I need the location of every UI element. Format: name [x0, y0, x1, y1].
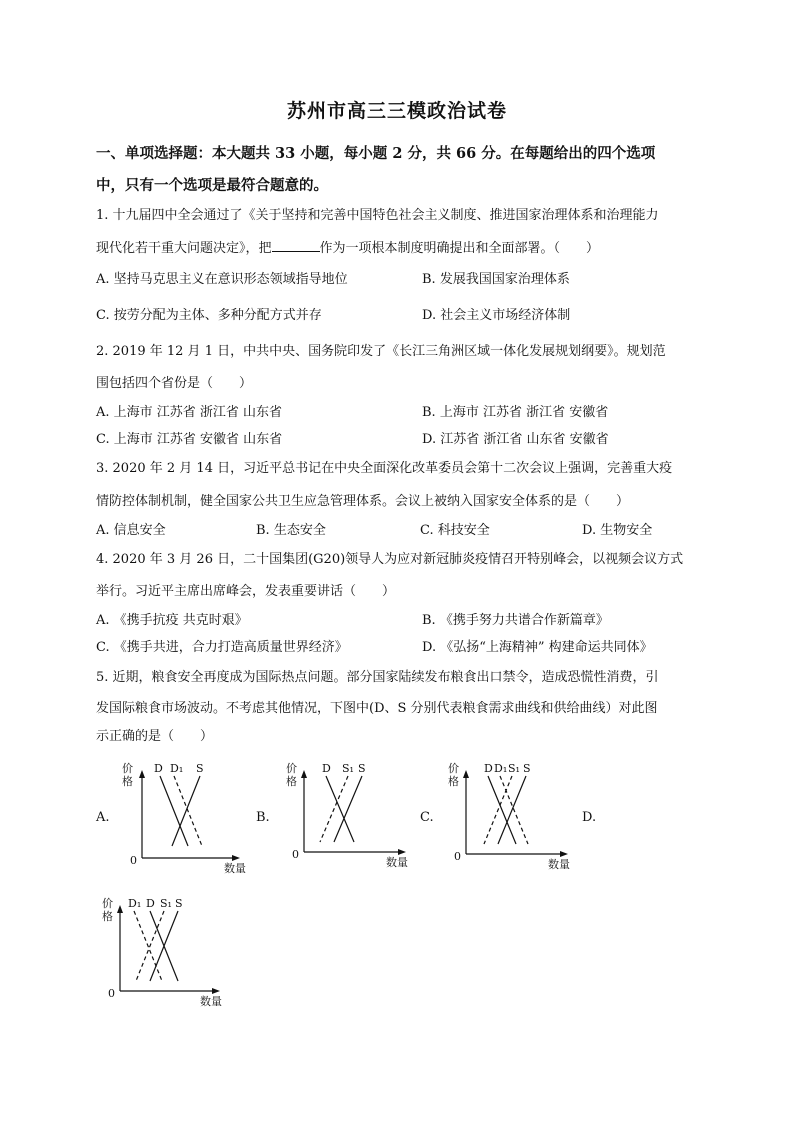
q2-stem-line-1: 2. 2019 年 12 月 1 日，中共中央、国务院印发了《长江三角洲区域一体化发展规划纲要》。规划范 [96, 344, 666, 359]
q4-option-a: A. 《携手抗疫 共克时艰》 [96, 613, 248, 628]
q1-option-c: C. 按劳分配为主体、多种分配方式并存 [96, 308, 322, 323]
q5-stem-line-1: 5. 近期，粮食安全再度成为国际热点问题。部分国家陆续发布粮食出口禁令，造成恐慌性消费，引 [96, 670, 659, 685]
q1-option-d: D. 社会主义市场经济体制 [422, 308, 571, 323]
graph-a-label-d1: D₁ [170, 762, 184, 775]
graph-d-label-s1: S₁ [160, 897, 172, 910]
q5-option-d-label: D. [582, 810, 597, 825]
q2-option-d: D. 江苏省 浙江省 山东省 安徽省 [422, 432, 609, 447]
q2-option-c: C. 上海市 江苏省 安徽省 山东省 [96, 432, 283, 447]
graph-c-y-label-2: 格 [448, 775, 459, 788]
graph-b-origin: 0 [292, 848, 299, 861]
graph-b-label-s1: S₁ [342, 762, 354, 775]
graph-d-label-d: D [146, 897, 155, 910]
q3-stem-line-2: 情防控体制机制，健全国家公共卫生应急管理体系。会议上被纳入国家安全体系的是（ ） [96, 494, 630, 509]
q1-stem-line-2 [96, 237, 706, 256]
graph-a-label-d: D [154, 762, 163, 775]
q3-option-b: B. 生态安全 [256, 523, 326, 538]
graph-c-label-d: D [484, 762, 493, 775]
graph-c-curve-d1 [500, 776, 528, 844]
graph-b-y-arrow [301, 770, 307, 778]
section-header-line-2: 中，只有一个选项是最符合题意的。 [96, 177, 328, 194]
graph-d-label-d1: D₁ [128, 897, 142, 910]
q1-option-a: A. 坚持马克思主义在意识形态领域指导地位 [96, 272, 348, 287]
q1-stem-part-1: 现代化若干重大问题决定》，把 [96, 241, 272, 256]
q1-option-b: B. 发展我国国家治理体系 [422, 272, 570, 287]
exam-title: 苏州市高三三模政治试卷 [286, 100, 507, 122]
graph-b-curve-s [334, 776, 362, 842]
graph-d-x-arrow [212, 988, 220, 994]
graph-c [444, 758, 574, 873]
graph-a-x-label: 数量 [224, 862, 246, 875]
q5-option-c-label: C. [420, 810, 434, 825]
graph-b-y-label-1: 价 [286, 762, 297, 775]
graph-c-curve-s1 [484, 776, 512, 844]
graph-d [100, 893, 230, 1008]
q5-option-b-label: B. [256, 810, 270, 825]
q4-option-d: D. 《弘扬“上海精神” 构建命运共同体》 [422, 640, 653, 655]
graph-b-curve-s1 [320, 776, 348, 842]
graph-a-curve-d [160, 776, 188, 846]
graph-a-x-arrow [232, 855, 240, 861]
q5-stem-line-3: 示正确的是（ ） [96, 729, 214, 744]
graph-b-label-s: S [358, 762, 366, 775]
q4-option-c: C. 《携手共进，合力打造高质量世界经济》 [96, 640, 348, 655]
graph-c-label-d1: D₁ [494, 762, 508, 775]
graph-b-label-d: D [322, 762, 331, 775]
graph-c-origin: 0 [454, 850, 461, 863]
graph-d-y-arrow [117, 905, 123, 913]
graph-a-y-arrow [139, 770, 145, 778]
q4-stem-line-1: 4. 2020 年 3 月 26 日，二十国集团(G20)领导人为应对新冠肺炎疫情召开特别峰会，以视频会议方式 [96, 552, 684, 567]
graph-c-x-label: 数量 [548, 858, 570, 871]
graph-c-y-arrow [463, 770, 469, 778]
graph-b-curve-d [326, 776, 354, 842]
graph-b-x-label: 数量 [386, 856, 408, 869]
graph-c-label-s: S [523, 762, 531, 775]
answer-blank [272, 239, 320, 252]
q2-option-b: B. 上海市 江苏省 浙江省 安徽省 [422, 405, 609, 420]
graph-a-origin: 0 [130, 854, 137, 867]
graph-c-x-arrow [560, 851, 568, 857]
graph-a-label-s: S [196, 762, 204, 775]
graph-b-y-label-2: 格 [286, 775, 297, 788]
graph-b-x-arrow [398, 849, 406, 855]
graph-a-curve-d1 [174, 776, 202, 846]
graph-d-y-label-1: 价 [102, 897, 113, 910]
graph-a-y-label-2: 格 [122, 775, 133, 788]
graph-c-y-label-1: 价 [448, 762, 459, 775]
graph-a [116, 758, 246, 873]
q4-stem-line-2: 举行。习近平主席出席峰会，发表重要讲话（ ） [96, 584, 396, 599]
q4-option-b: B. 《携手努力共谱合作新篇章》 [422, 613, 609, 628]
graph-d-y-label-2: 格 [102, 910, 113, 923]
q1-stem-part-2: 作为一项根本制度明确提出和全面部署。（ ） [319, 241, 600, 256]
graph-a-curve-s [172, 776, 200, 846]
graph-a-y-label-1: 价 [122, 762, 133, 775]
section-header-line-1: 一、单项选择题：本大题共 33 小题，每小题 2 分，共 66 分。在每题给出的四个选项 [96, 145, 656, 162]
q3-option-a: A. 信息安全 [96, 523, 166, 538]
section-header [96, 138, 706, 202]
q5-option-a-label: A. [96, 810, 110, 825]
q2-option-a: A. 上海市 江苏省 浙江省 山东省 [96, 405, 283, 420]
graph-d-curve-s1 [136, 911, 164, 981]
graph-c-label-s1: S₁ [508, 762, 520, 775]
q3-option-c: C. 科技安全 [420, 523, 490, 538]
graph-d-origin: 0 [108, 987, 115, 1000]
graph-d-curve-d1 [134, 911, 162, 981]
graph-d-label-s: S [175, 897, 183, 910]
q5-stem-line-2: 发国际粮食市场波动。不考虑其他情况，下图中(D、S 分别代表粮食需求曲线和供给曲线）对此图 [96, 701, 658, 716]
q2-stem-line-2: 围包括四个省份是（ ） [96, 376, 253, 391]
q1-stem-line-1: 1. 十九届四中全会通过了《关于坚持和完善中国特色社会主义制度、推进国家治理体系和治理能力 [96, 208, 659, 223]
q3-stem-line-1: 3. 2020 年 2 月 14 日，习近平总书记在中央全面深化改革委员会第十二次会议上强调，完善重大疫 [96, 461, 673, 476]
q3-option-d: D. 生物安全 [582, 523, 653, 538]
graph-d-x-label: 数量 [200, 995, 222, 1008]
graph-b [282, 758, 412, 873]
